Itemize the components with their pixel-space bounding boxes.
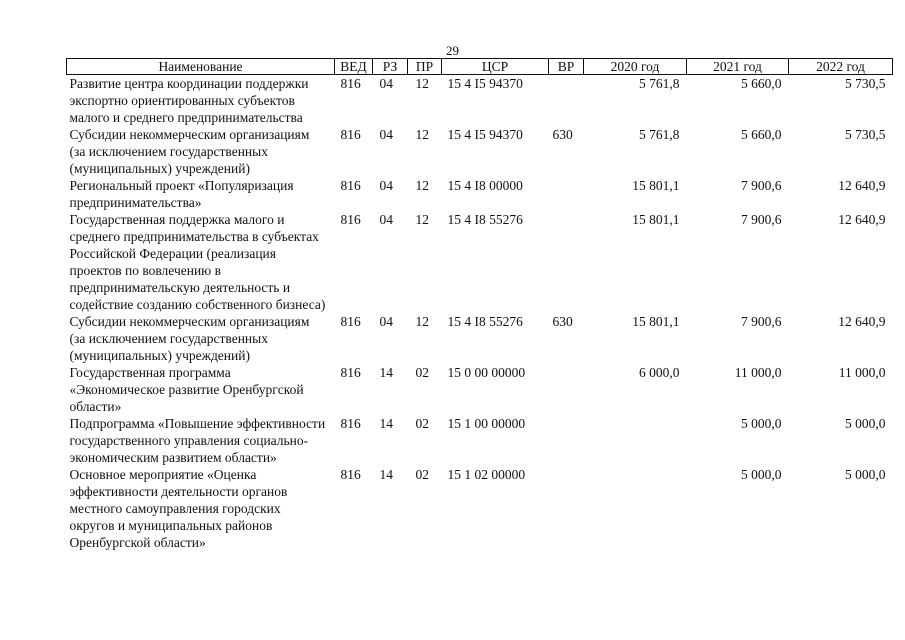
cell-rz: 14 [379,467,393,482]
cell-2021: 5 000,0 [741,467,782,482]
header-name: Наименование [67,59,335,75]
cell-2021: 7 900,6 [741,314,782,329]
cell-2022: 5 000,0 [845,416,886,431]
cell-pr: 02 [415,365,429,380]
header-vr: ВР [549,59,584,75]
cell-rz: 04 [379,127,393,142]
cell-2022: 5 000,0 [845,467,886,482]
table-row [67,126,893,177]
cell-2021: 7 900,6 [741,212,782,227]
cell-2022: 5 730,5 [845,127,886,142]
cell-name: Государственная поддержка малого и среднего предпринимательства в субъектах Российской Федерации (реализация проектов по вовлечению в предпринимательскую деятельность и содействие созданию собственного бизнеса) [69,212,326,312]
cell-name: Развитие центра координации поддержки экспортно ориентированных субъектов малого и среднего предпринимательства [69,76,309,125]
header-2020: 2020 год [584,59,687,75]
cell-vr [549,211,584,313]
cell-name: Региональный проект «Популяризация предпринимательства» [69,178,294,210]
table-row [67,364,893,415]
cell-ved: 816 [340,127,361,142]
cell-2022: 12 640,9 [838,178,886,193]
cell-rz: 04 [379,314,393,329]
table-row [67,75,893,127]
cell-vr [549,75,584,127]
header-2021: 2021 год [687,59,789,75]
cell-2020: 15 801,1 [632,212,680,227]
cell-csr: 15 0 00 00000 [447,365,526,380]
cell-2021: 7 900,6 [741,178,782,193]
table-row [67,415,893,466]
cell-2020 [584,466,687,551]
cell-csr: 15 4 I5 94370 [447,76,523,91]
budget-table [66,58,893,551]
cell-pr: 12 [415,76,429,91]
cell-2021: 11 000,0 [734,365,782,380]
table-header-row [67,59,893,75]
cell-2022: 12 640,9 [838,212,886,227]
cell-name: Подпрограмма «Повышение эффективности государственного управления социально-экономическим развитием области» [69,416,326,465]
header-2022: 2022 год [789,59,893,75]
cell-name: Государственная программа «Экономическое развитие Оренбургской области» [69,365,304,414]
cell-csr: 15 4 I5 94370 [447,127,523,142]
cell-pr: 12 [415,314,429,329]
cell-2020: 6 000,0 [639,365,680,380]
cell-pr: 12 [415,178,429,193]
cell-ved: 816 [340,212,361,227]
table-row [67,177,893,211]
cell-pr: 02 [415,467,429,482]
header-pr: ПР [408,59,442,75]
cell-pr: 02 [415,416,429,431]
cell-vr: 630 [552,314,573,329]
cell-2022: 12 640,9 [838,314,886,329]
cell-2020: 5 761,8 [639,76,680,91]
cell-pr: 12 [415,212,429,227]
cell-csr: 15 4 I8 55276 [447,314,523,329]
cell-name: Субсидии некоммерческим организациям (за исключением государственных (муниципальных) учреждений) [69,127,310,176]
cell-vr [549,466,584,551]
cell-csr: 15 4 I8 55276 [447,212,523,227]
cell-2020: 15 801,1 [632,314,680,329]
cell-rz: 04 [379,76,393,91]
cell-ved: 816 [340,76,361,91]
cell-csr: 15 4 I8 00000 [447,178,523,193]
table-row [67,211,893,313]
cell-rz: 04 [379,212,393,227]
cell-2020: 15 801,1 [632,178,680,193]
cell-rz: 14 [379,365,393,380]
cell-vr [549,415,584,466]
header-rz: РЗ [373,59,408,75]
cell-name: Субсидии некоммерческим организациям (за исключением государственных (муниципальных) учреждений) [69,314,310,363]
cell-pr: 12 [415,127,429,142]
cell-csr: 15 1 00 00000 [447,416,526,431]
cell-ved: 816 [340,365,361,380]
cell-vr [549,364,584,415]
cell-ved: 816 [340,416,361,431]
table-row [67,466,893,551]
cell-2021: 5 000,0 [741,416,782,431]
cell-2020: 5 761,8 [639,127,680,142]
cell-vr [549,177,584,211]
cell-csr: 15 1 02 00000 [447,467,526,482]
table-row [67,313,893,364]
cell-ved: 816 [340,178,361,193]
cell-vr: 630 [552,127,573,142]
cell-2021: 5 660,0 [741,76,782,91]
cell-name: Основное мероприятие «Оценка эффективности деятельности органов местного самоуправления городских округов и муниципальных районов Оренбургской области» [69,467,288,550]
cell-ved: 816 [340,467,361,482]
page-number: 29 [446,43,459,58]
cell-2020 [584,415,687,466]
header-csr: ЦСР [442,59,549,75]
header-ved: ВЕД [335,59,373,75]
cell-rz: 14 [379,416,393,431]
cell-2022: 11 000,0 [838,365,886,380]
cell-rz: 04 [379,178,393,193]
cell-2021: 5 660,0 [741,127,782,142]
cell-2022: 5 730,5 [845,76,886,91]
cell-ved: 816 [340,314,361,329]
